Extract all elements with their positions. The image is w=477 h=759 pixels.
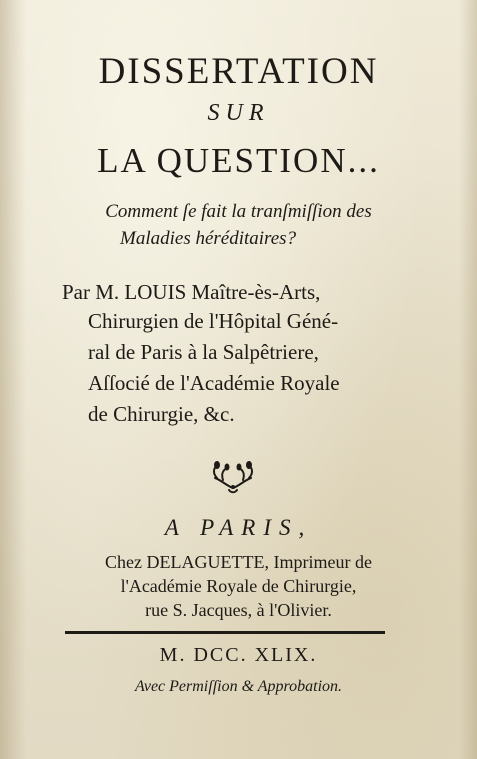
author-line-1: Par M. LOUIS Maître-ès-Arts, xyxy=(62,280,321,304)
privilege-note: Avec Permiſſion & Approbation. xyxy=(134,678,343,695)
imprint-rule xyxy=(65,631,385,634)
floral-ornament-icon xyxy=(205,458,261,494)
imprint-place: A PARIS, xyxy=(164,515,313,540)
title-line-1: DISSERTATION xyxy=(98,51,379,92)
author-line-5: de Chirurgie, &c. xyxy=(88,402,235,426)
publisher-line-2: l'Académie Royale de Chirurgie, xyxy=(120,576,357,596)
author-line-3: ral de Paris à la Salpêtriere, xyxy=(88,340,319,364)
publisher-line-1: Chez DELAGUETTE, Imprimeur de xyxy=(105,552,372,572)
publisher-line-3: rue S. Jacques, à l'Olivier. xyxy=(145,600,332,620)
title-line-2: SUR xyxy=(207,100,270,126)
author-line-4: Aſſocié de l'Académie Royale xyxy=(88,371,340,395)
subtitle-line-2: Maladies héréditaires? xyxy=(120,228,297,249)
subtitle-line-1: Comment ſe fait la tranſmiſſion des xyxy=(105,201,372,222)
imprint-year: M. DCC. XLIX. xyxy=(159,644,318,666)
author-line-2: Chirurgien de l'Hôpital Géné- xyxy=(88,309,339,333)
title-line-3: LA QUESTION... xyxy=(97,141,380,180)
